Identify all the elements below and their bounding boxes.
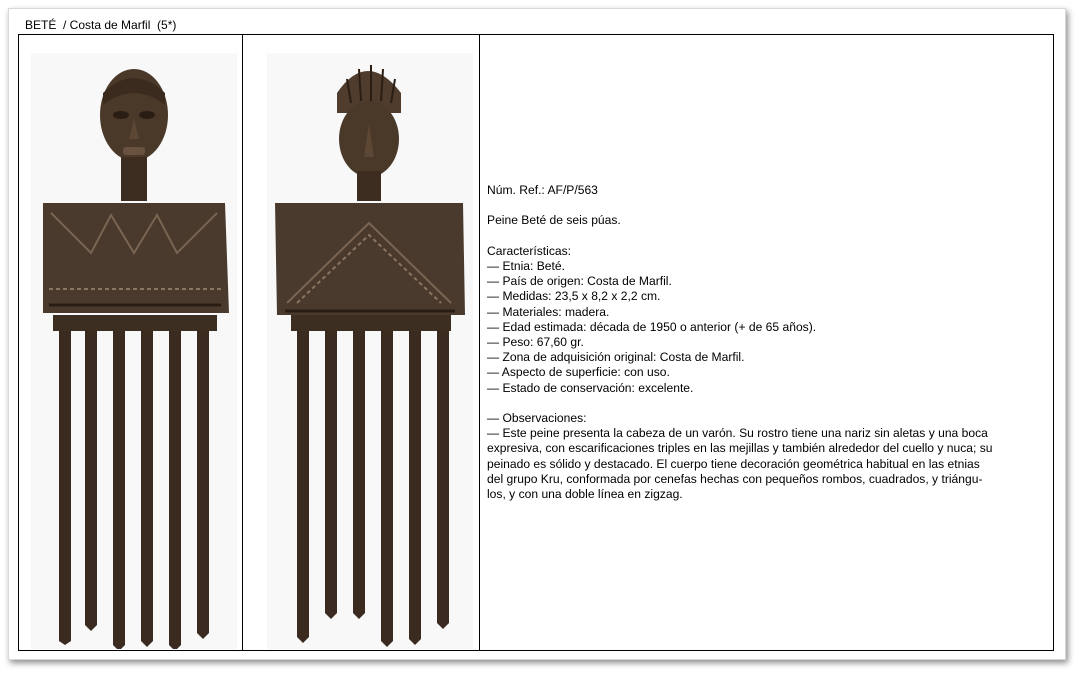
observations-title: — Observaciones: [487,411,587,425]
feature-item: — Aspecto de superficie: con uso. [487,365,670,380]
comb-front-icon [31,53,237,649]
observations-line: los, y con una doble línea en zigzag. [487,487,683,502]
feature-item: — Edad estimada: década de 1950 o anterior (+ de 65 años). [487,319,817,334]
comb-back-icon [267,53,473,649]
features-title: Características: [487,243,572,258]
observations-line: peinado es sólido y destacado. El cuerpo tiene decoración geométrica habitual en las etnias [487,456,980,471]
comb-back-photo [267,53,473,649]
feature-item: — Estado de conservación: excelente. [487,380,694,395]
comb-front-photo [31,53,237,649]
item-name: Peine Beté de seis púas. [487,213,621,228]
observations-line: del grupo Kru, conformada por cenefas hechas con pequeños rombos, cuadrados, y triángu- [487,471,983,486]
observations-line: — Este peine presenta la cabeza de un varón. Su rostro tiene una nariz sin aletas y una boca [487,426,988,441]
observations-line: expresiva, con escarificaciones triples en las mejillas y también alrededor del cuello y nuca; su [487,441,993,456]
page-title: BETÉ / Costa de Marfil (5*) [25,18,177,32]
feature-item: — Etnia: Beté. [487,258,565,273]
column-divider [479,35,480,650]
column-divider [242,35,243,650]
reference-number: Núm. Ref.: AF/P/563 [487,183,598,197]
feature-item: — Zona de adquisición original: Costa de Marfil. [487,350,745,365]
feature-item: — País de origen: Costa de Marfil. [487,274,672,289]
catalog-table [18,34,1054,651]
description-block [487,183,1047,502]
feature-item: — Medidas: 23,5 x 8,2 x 2,2 cm. [487,289,661,304]
feature-item: — Peso: 67,60 gr. [487,335,584,349]
feature-item: — Materiales: madera. [487,304,610,319]
catalog-sheet [8,8,1066,660]
